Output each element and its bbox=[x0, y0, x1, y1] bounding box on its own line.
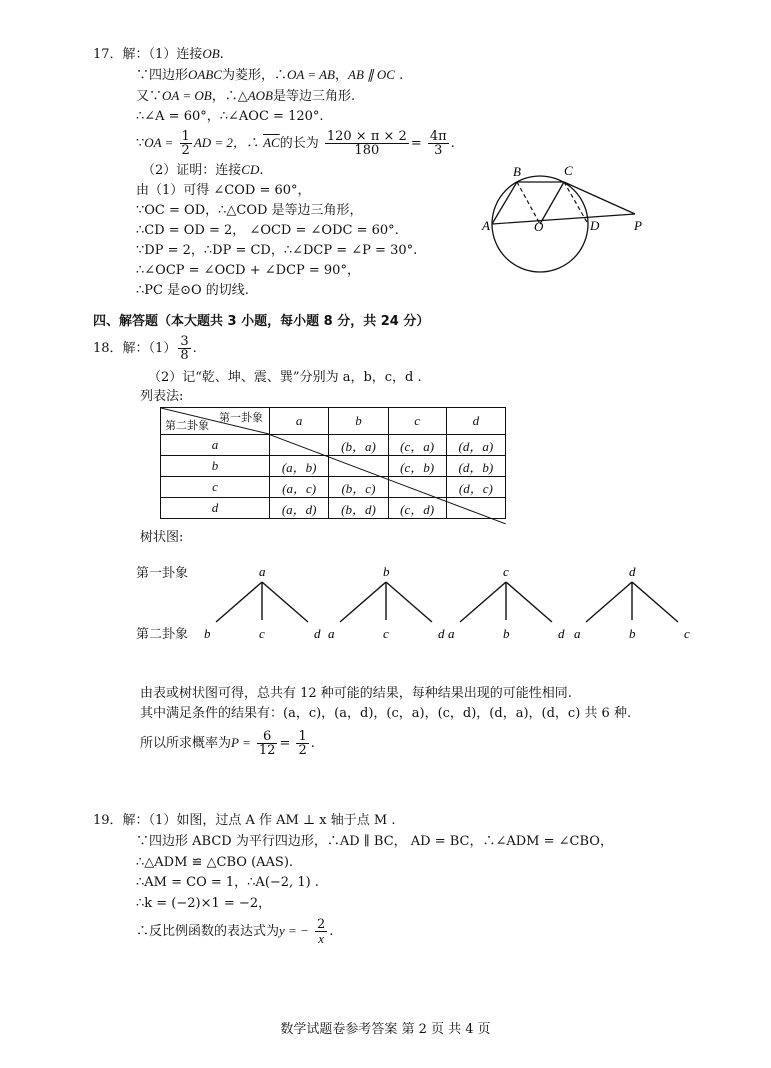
q17-line-3: 又∵OA = OB，∴△AOB是等边三角形. bbox=[136, 88, 356, 104]
page-footer: 数学试题卷参考答案 第 2 页 共 4 页 bbox=[280, 1022, 491, 1037]
table-cell: (a，d) bbox=[270, 498, 329, 519]
table-cell: (d，a) bbox=[446, 435, 505, 456]
table-cell: (b，d) bbox=[329, 498, 388, 519]
tree-root-label: b bbox=[383, 564, 390, 579]
point-label-b: B bbox=[513, 164, 521, 179]
circle-geometry-figure bbox=[480, 160, 650, 295]
tree-branch bbox=[460, 582, 506, 622]
q17-line-6: （2）证明：连接CD. bbox=[142, 162, 264, 178]
q19-line-1: 19．解：（1）如图，过点 A 作 AM ⊥ x 轴于点 M . bbox=[93, 813, 396, 828]
tree-leaf-label: c bbox=[684, 626, 690, 641]
q19-line-2: ∵四边形 ABCD 为平行四边形，∴AD ∥ BC， AD = BC，∴∠ADM = ∠CBO， bbox=[136, 834, 613, 849]
table-cell: (a，c) bbox=[270, 477, 329, 498]
fraction-six-twelfths: $\frac{6}{12}$ bbox=[258, 729, 276, 758]
col-header: d bbox=[446, 408, 505, 435]
q17-line-8: ∵OC = OD，∴△COD 是等边三角形， bbox=[136, 203, 363, 218]
tree-leaf-label: c bbox=[259, 626, 265, 641]
row-header: a bbox=[161, 435, 270, 456]
tree-root-label: c bbox=[503, 564, 509, 579]
table-cell: (b，c) bbox=[329, 477, 388, 498]
corner-top-label: 第一卦象 bbox=[219, 411, 263, 424]
table-corner bbox=[161, 408, 270, 435]
q18-line-1: 18．解：（1） $\frac{3}{8}$ . bbox=[93, 334, 197, 363]
point-label-c: C bbox=[564, 163, 573, 178]
q17-line-1: 17．解：（1）连接OB. bbox=[93, 46, 224, 62]
tree-branch bbox=[506, 582, 552, 622]
fraction-three-eighths: $\frac{3}{8}$ bbox=[180, 334, 189, 363]
tree-root-label: a bbox=[259, 564, 266, 579]
tree-leaf-label: d bbox=[558, 626, 565, 641]
q19-line-3: ∴△ADM ≌ △CBO (AAS). bbox=[136, 855, 294, 870]
row-header: b bbox=[161, 456, 270, 477]
tree-root-label: d bbox=[629, 564, 636, 579]
segment-bo-dashed bbox=[517, 182, 540, 224]
segment-co bbox=[540, 182, 564, 224]
tree-branch bbox=[632, 582, 678, 622]
q18-line-3: 列表法: bbox=[140, 389, 184, 404]
fraction-result: $\frac{4\pi}{3}$ bbox=[429, 129, 447, 158]
row-header: d bbox=[161, 498, 270, 519]
tree-second-level-label: 第二卦象 bbox=[136, 627, 189, 642]
tree-diagram bbox=[200, 560, 700, 645]
q17-line-7: 由（1）可得 ∠COD = 60°， bbox=[136, 183, 311, 198]
tree-leaf-label: a bbox=[574, 626, 581, 641]
point-label-o: O bbox=[534, 219, 544, 234]
col-header: a bbox=[270, 408, 329, 435]
table-cell: (c，b) bbox=[388, 456, 446, 477]
row-header: c bbox=[161, 477, 270, 498]
q17-line-11: ∴∠OCP = ∠OCD + ∠DCP = 90°， bbox=[136, 263, 360, 278]
q18-line-6: 所以所求概率为P = $\frac{6}{12}$ = $\frac{1}{2}$ . bbox=[140, 729, 315, 758]
tree-leaf-label: d bbox=[314, 626, 321, 641]
q17-line-2: ∵四边形OABC为菱形，∴OA = AB，AB ∥ OC . bbox=[136, 67, 404, 83]
q17-line-12: ∴PC 是⊙O 的切线. bbox=[136, 283, 249, 298]
q19-line-5: ∴k = (−2)×1 = −2， bbox=[136, 896, 272, 911]
q18-line-5: 其中满足条件的结果有：(a，c)，(a，d)，(c，a)，(c，d)，(d，a)，(d，c) 共 6 种. bbox=[140, 706, 632, 721]
point-label-a: A bbox=[482, 218, 490, 233]
tree-branch bbox=[386, 582, 432, 622]
table-diagonal-line bbox=[268, 434, 506, 524]
table-cell: (c，d) bbox=[388, 498, 446, 519]
q19-line-6: ∴反比例函数的表达式为y = − $\frac{2}{x}$ . bbox=[136, 917, 334, 946]
tree-diagram-label: 树状图: bbox=[140, 530, 184, 545]
segment-ab bbox=[492, 182, 517, 224]
arc-ac: $\overline{AC}$ bbox=[263, 135, 280, 150]
q18-line-2: （2）记“乾、坤、震、巽”分别为 a，b，c，d . bbox=[148, 370, 422, 385]
segment-cp bbox=[564, 182, 635, 214]
tree-branch bbox=[340, 582, 386, 622]
tree-leaf-label: a bbox=[328, 626, 335, 641]
section-heading: 四、解答题（本大题共 3 小题，每小题 8 分，共 24 分） bbox=[93, 314, 430, 329]
table-cell: (c，a) bbox=[388, 435, 446, 456]
tree-leaf-label: c bbox=[383, 626, 389, 641]
point-label-p: P bbox=[634, 218, 642, 233]
tree-leaf-label: a bbox=[448, 626, 455, 641]
q17-line-5: ∵OA = $\frac{1}{2}$ AD = 2，∴ $\overline{AC}$的长为 $\frac{120 \times \pi \times 2}{180}$ = $\frac{4\pi}{3}$ . bbox=[136, 129, 455, 158]
tree-leaf-label: b bbox=[629, 626, 636, 641]
line-ap bbox=[492, 214, 635, 224]
table-cell: (a，b) bbox=[270, 456, 329, 477]
tree-leaf-label: b bbox=[503, 626, 510, 641]
col-header: b bbox=[329, 408, 388, 435]
fraction-arc-length: $\frac{120 \times \pi \times 2}{180}$ bbox=[326, 129, 407, 158]
tree-first-level-label: 第一卦象 bbox=[136, 566, 189, 581]
table-cell: (d，c) bbox=[446, 477, 505, 498]
q17-line-4: ∴∠A = 60°，∴∠AOC = 120°. bbox=[136, 109, 324, 124]
tree-branch bbox=[586, 582, 632, 622]
tree-leaf-label: b bbox=[204, 626, 211, 641]
tree-branch bbox=[262, 582, 308, 622]
table-cell: (d，b) bbox=[446, 456, 505, 477]
tree-leaf-label: d bbox=[438, 626, 445, 641]
corner-bottom-label: 第二卦象 bbox=[165, 419, 209, 432]
point-label-d: D bbox=[590, 218, 600, 233]
q18-line-4: 由表或树状图可得，总共有 12 种可能的结果，每种结果出现的可能性相同. bbox=[140, 686, 572, 701]
fraction-two-over-x: $\frac{2}{x}$ bbox=[316, 917, 326, 946]
q19-line-4: ∴AM = CO = 1，∴A(−2, 1) . bbox=[136, 875, 319, 890]
fraction-one-half: $\frac{1}{2}$ bbox=[298, 729, 307, 758]
tree-branch bbox=[216, 582, 262, 622]
col-header: c bbox=[388, 408, 446, 435]
q17-line-9: ∴CD = OD = 2， ∠OCD = ∠ODC = 60°. bbox=[136, 223, 399, 238]
fraction-half: $\frac{1}{2}$ bbox=[181, 129, 190, 158]
table-cell: (b，a) bbox=[329, 435, 388, 456]
q17-line-10: ∵DP = 2，∴DP = CD，∴∠DCP = ∠P = 30°. bbox=[136, 243, 418, 258]
